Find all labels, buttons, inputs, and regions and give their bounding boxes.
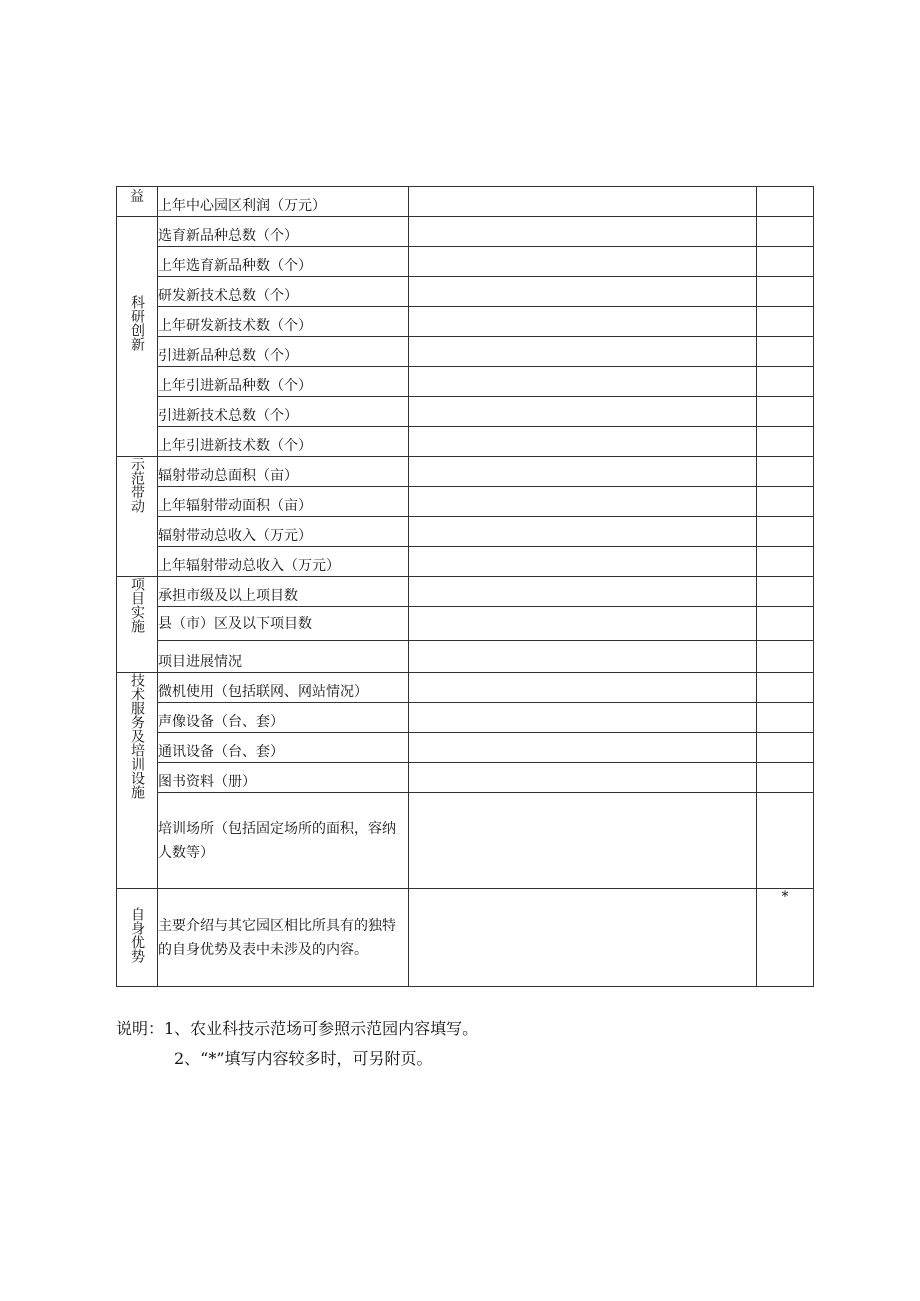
- value-input-cell[interactable]: [409, 607, 757, 641]
- table-row: [117, 187, 814, 217]
- table-row: [117, 547, 814, 577]
- mark-cell[interactable]: [757, 277, 814, 307]
- table-row: [117, 793, 814, 889]
- table-row: [117, 889, 814, 987]
- category-cell: [117, 577, 158, 673]
- asterisk-mark: *: [757, 889, 814, 987]
- mark-cell[interactable]: [757, 367, 814, 397]
- table-row: [117, 487, 814, 517]
- mark-cell[interactable]: [757, 427, 814, 457]
- mark-cell[interactable]: [757, 733, 814, 763]
- mark-cell[interactable]: [757, 187, 814, 217]
- table-row: [117, 367, 814, 397]
- table-row: [117, 457, 814, 487]
- item-label: 项目进展情况: [158, 641, 409, 673]
- value-input-cell[interactable]: [409, 763, 757, 793]
- table-row: [117, 247, 814, 277]
- value-input-cell[interactable]: [409, 673, 757, 703]
- item-label: 上年选育新品种数（个）: [158, 247, 409, 277]
- value-input-cell[interactable]: [409, 517, 757, 547]
- table-row: [117, 217, 814, 247]
- table-row: [117, 763, 814, 793]
- table-row: [117, 577, 814, 607]
- table-row: [117, 307, 814, 337]
- value-input-cell[interactable]: [409, 577, 757, 607]
- category-label: 示范带动: [129, 457, 145, 513]
- mark-cell[interactable]: [757, 457, 814, 487]
- mark-cell[interactable]: [757, 397, 814, 427]
- item-label: 主要介绍与其它园区相比所具有的独特的自身优势及表中未涉及的内容。: [158, 889, 409, 987]
- table-row: [117, 673, 814, 703]
- value-input-cell[interactable]: [409, 641, 757, 673]
- mark-cell[interactable]: [757, 763, 814, 793]
- note-line-1: 说明：1、农业科技示范场可参照示范园内容填写。: [116, 1019, 479, 1038]
- table-row: [117, 517, 814, 547]
- mark-cell[interactable]: [757, 607, 814, 641]
- value-input-cell[interactable]: [409, 457, 757, 487]
- item-label: 培训场所（包括固定场所的面积，容纳人数等）: [158, 793, 409, 889]
- category-label: 项目实施: [129, 577, 145, 633]
- mark-cell[interactable]: [757, 517, 814, 547]
- table-row: [117, 427, 814, 457]
- value-input-cell[interactable]: [409, 547, 757, 577]
- table-row: [117, 607, 814, 641]
- item-label: 县（市）区及以下项目数: [158, 607, 409, 641]
- item-label: 上年辐射带动面积（亩）: [158, 487, 409, 517]
- mark-cell[interactable]: [757, 307, 814, 337]
- item-label: 引进新技术总数（个）: [158, 397, 409, 427]
- category-cell: [117, 187, 158, 217]
- mark-cell[interactable]: [757, 641, 814, 673]
- table-row: [117, 337, 814, 367]
- category-cell: [117, 217, 158, 457]
- value-input-cell[interactable]: [409, 337, 757, 367]
- value-input-cell[interactable]: [409, 247, 757, 277]
- item-label: 辐射带动总收入（万元）: [158, 517, 409, 547]
- table-row: [117, 641, 814, 673]
- value-input-cell[interactable]: [409, 733, 757, 763]
- category-label: 科研创新: [129, 295, 145, 351]
- category-cell: [117, 457, 158, 577]
- note-line-2: 2、“*”填写内容较多时，可另附页。: [174, 1049, 433, 1068]
- mark-cell[interactable]: [757, 337, 814, 367]
- value-input-cell[interactable]: [409, 397, 757, 427]
- mark-cell[interactable]: [757, 217, 814, 247]
- value-input-cell[interactable]: [409, 889, 757, 987]
- value-input-cell[interactable]: [409, 427, 757, 457]
- notes: [116, 1014, 478, 1074]
- value-input-cell[interactable]: [409, 703, 757, 733]
- item-label: 上年引进新技术数（个）: [158, 427, 409, 457]
- value-input-cell[interactable]: [409, 793, 757, 889]
- item-label: 选育新品种总数（个）: [158, 217, 409, 247]
- item-label: 通讯设备（台、套）: [158, 733, 409, 763]
- mark-cell[interactable]: [757, 547, 814, 577]
- item-label: 上年中心园区利润（万元）: [158, 187, 409, 217]
- category-label: 技术服务及培训设施: [129, 673, 145, 799]
- category-label: 自身优势: [129, 906, 145, 963]
- value-input-cell[interactable]: [409, 187, 757, 217]
- item-label: 声像设备（台、套）: [158, 703, 409, 733]
- item-label: 上年引进新品种数（个）: [158, 367, 409, 397]
- mark-cell[interactable]: [757, 247, 814, 277]
- table-row: [117, 277, 814, 307]
- value-input-cell[interactable]: [409, 487, 757, 517]
- item-label: 微机使用（包括联网、网站情况）: [158, 673, 409, 703]
- item-label: 上年辐射带动总收入（万元）: [158, 547, 409, 577]
- category-cell: [117, 673, 158, 889]
- item-label: 上年研发新技术数（个）: [158, 307, 409, 337]
- mark-cell[interactable]: [757, 487, 814, 517]
- form-table: [116, 186, 814, 987]
- item-label: 引进新品种总数（个）: [158, 337, 409, 367]
- table-row: [117, 703, 814, 733]
- mark-cell[interactable]: [757, 577, 814, 607]
- item-label: 研发新技术总数（个）: [158, 277, 409, 307]
- mark-cell[interactable]: [757, 673, 814, 703]
- value-input-cell[interactable]: [409, 367, 757, 397]
- value-input-cell[interactable]: [409, 217, 757, 247]
- value-input-cell[interactable]: [409, 277, 757, 307]
- mark-cell[interactable]: [757, 703, 814, 733]
- category-label: 益: [130, 189, 144, 205]
- item-label: 辐射带动总面积（亩）: [158, 457, 409, 487]
- item-label: 图书资料（册）: [158, 763, 409, 793]
- category-cell: [117, 889, 158, 987]
- item-label: 承担市级及以上项目数: [158, 577, 409, 607]
- mark-cell[interactable]: [757, 793, 814, 889]
- table-row: [117, 397, 814, 427]
- value-input-cell[interactable]: [409, 307, 757, 337]
- table-row: [117, 733, 814, 763]
